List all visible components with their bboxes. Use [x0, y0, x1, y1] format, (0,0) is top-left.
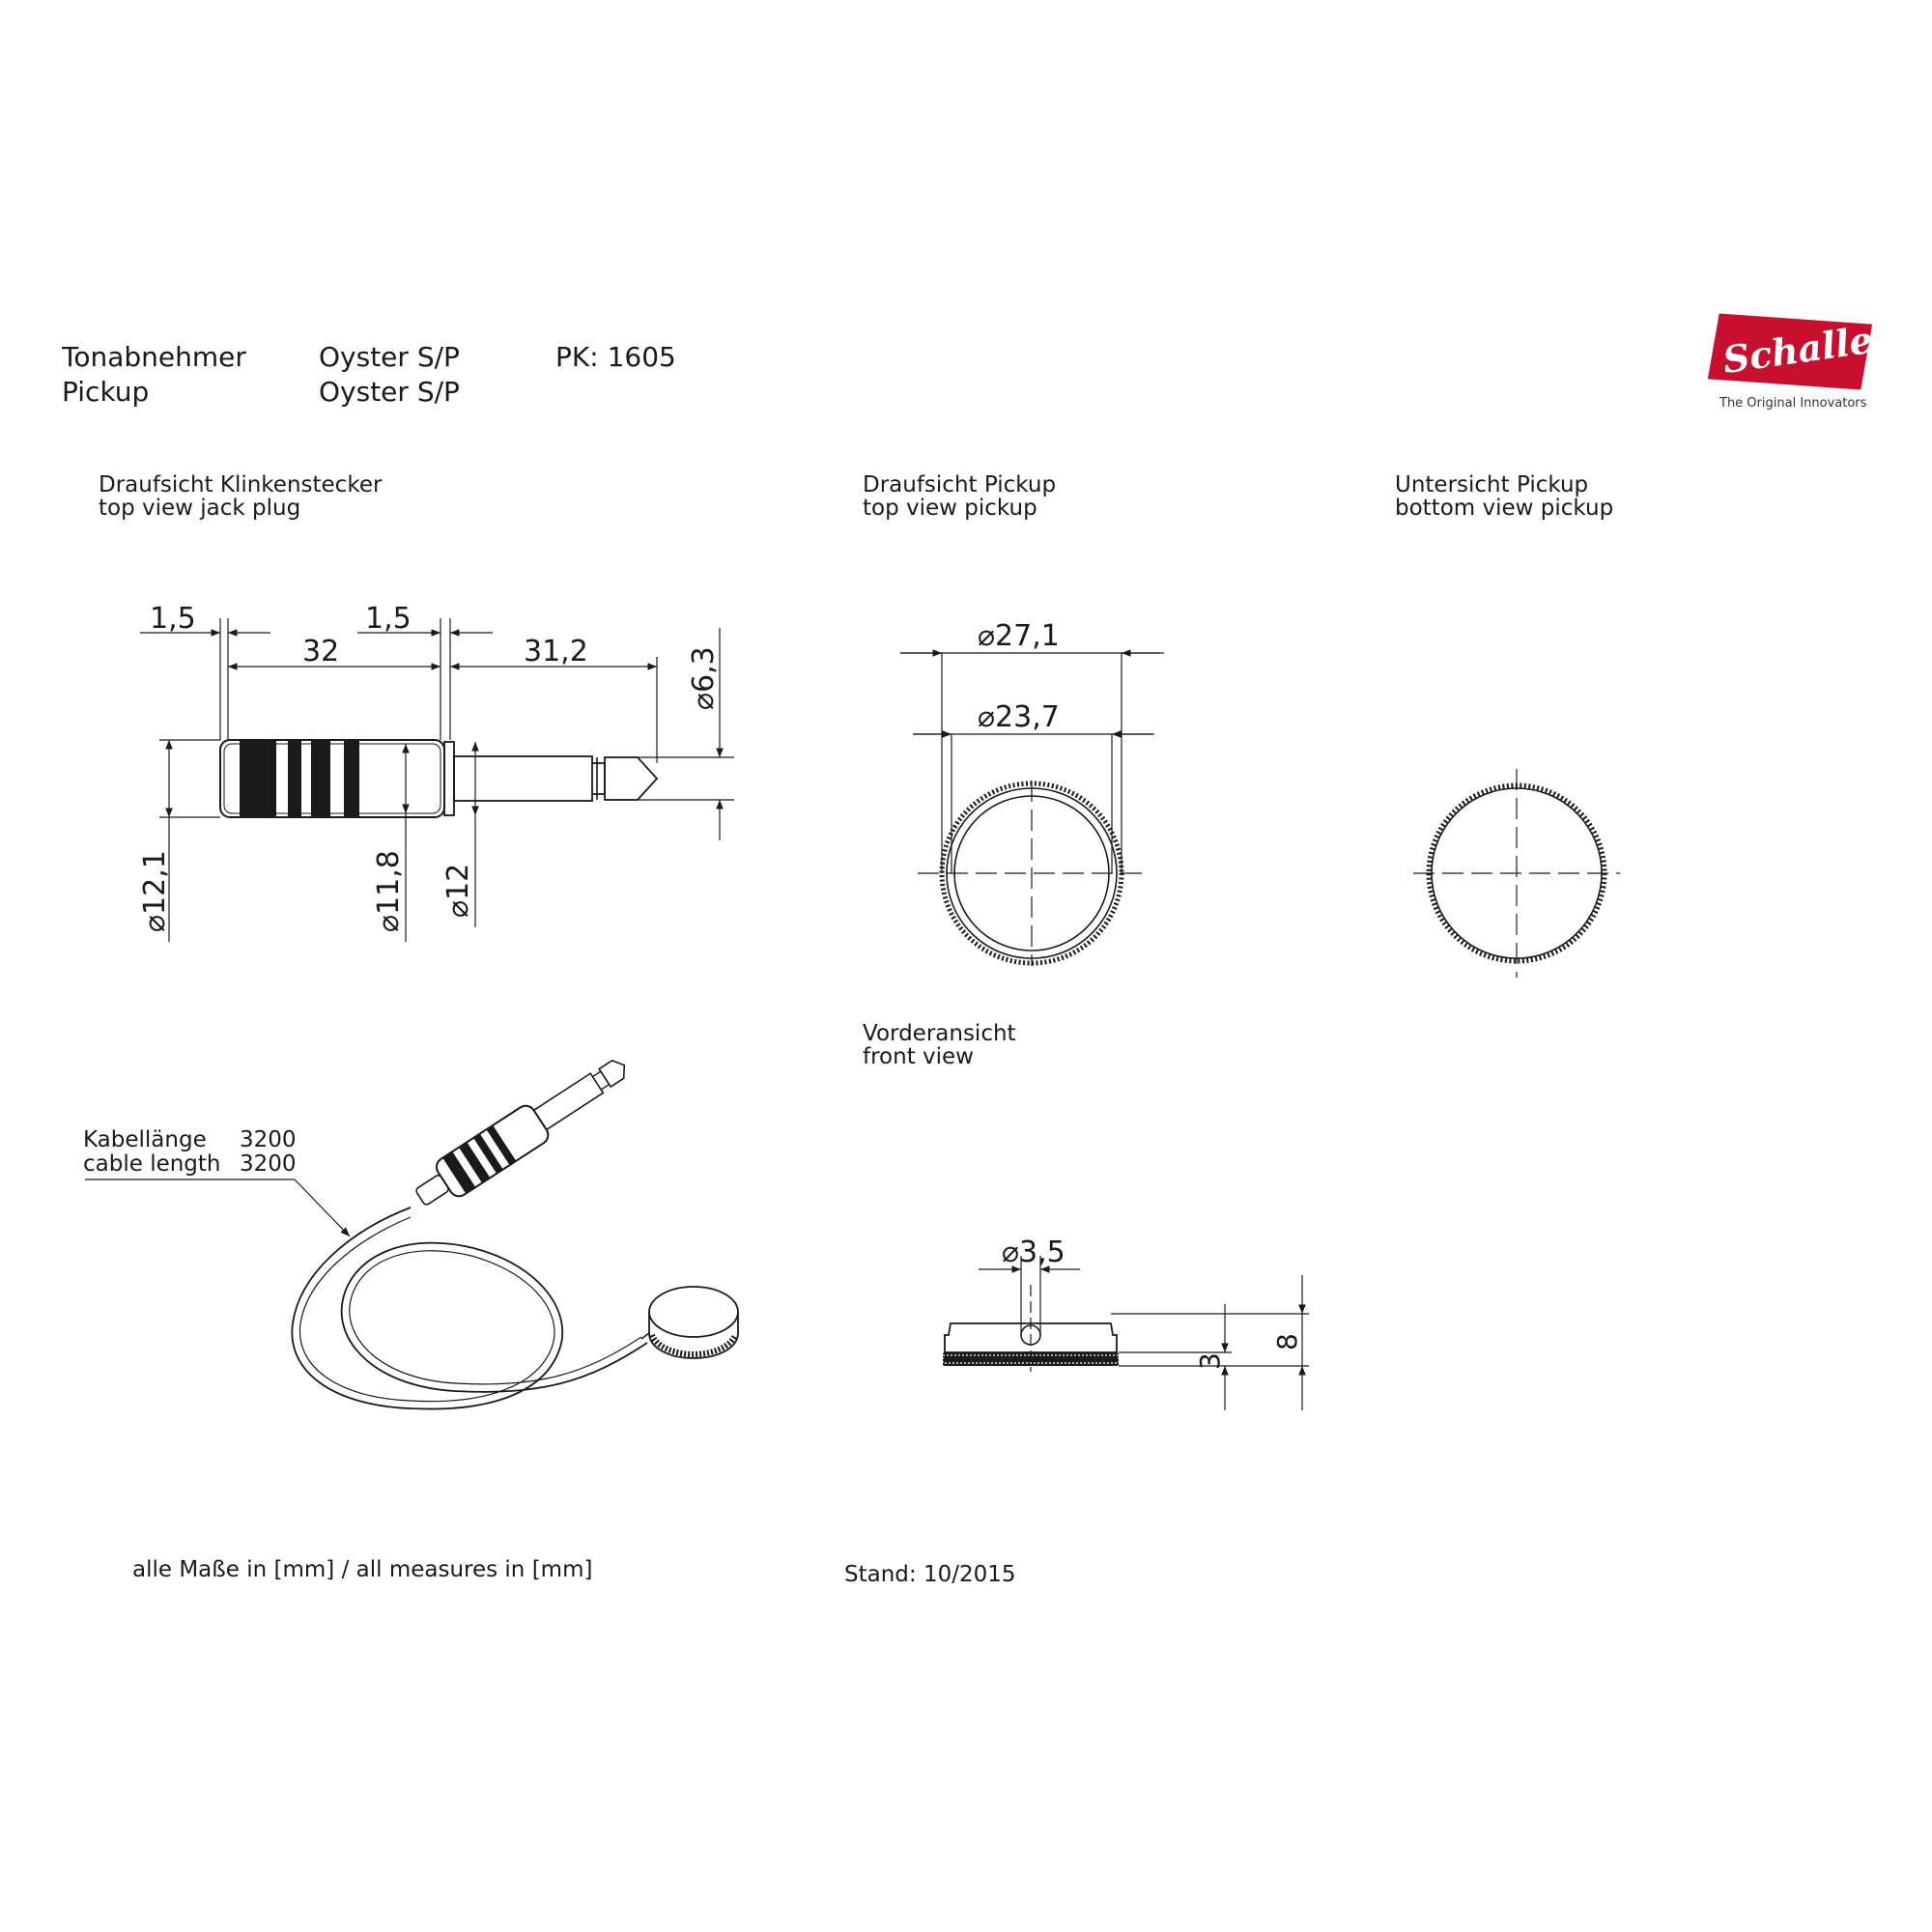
title-model-de: Oyster S/P	[319, 341, 460, 373]
title-type-de: Tonabnehmer	[62, 341, 246, 373]
view-title-front-en: front view	[863, 1044, 974, 1069]
view-title-pickup-top-en: top view pickup	[863, 496, 1037, 521]
dim-jack-cap: 1,5	[150, 602, 196, 636]
cable-label-de: Kabellänge	[83, 1127, 207, 1152]
dim-height-total: 8	[1271, 1333, 1303, 1350]
cable-value-de: 3200	[240, 1127, 297, 1152]
view-title-jack-de: Draufsicht Klinkenstecker	[99, 472, 383, 497]
title-type-en: Pickup	[62, 376, 150, 408]
jack-plug-top-view	[220, 740, 657, 817]
cable-label-en: cable length	[83, 1151, 221, 1177]
view-title-front-de: Vorderansicht	[863, 1021, 1016, 1046]
jack-dimension-lines	[140, 618, 734, 942]
dim-hole: ⌀3,5	[1002, 1236, 1065, 1269]
view-title-pickup-bottom-de: Untersicht Pickup	[1395, 472, 1589, 497]
title-model-en: Oyster S/P	[319, 376, 460, 408]
pickup-bottom-view	[1413, 769, 1620, 978]
dim-pickup-outer: ⌀27,1	[978, 619, 1060, 653]
cable-value-en: 3200	[240, 1151, 297, 1177]
revision-date: Stand: 10/2015	[844, 1562, 1016, 1587]
part-number: PK: 1605	[555, 341, 676, 373]
view-title-pickup-top-de: Draufsicht Pickup	[863, 472, 1057, 497]
dim-height-base: 3	[1194, 1352, 1226, 1370]
pickup-front-view	[943, 1256, 1309, 1410]
cable-illustration	[85, 1047, 738, 1408]
dim-jack-dia-c: ⌀12	[441, 863, 475, 918]
dim-jack-body: 32	[302, 635, 340, 668]
view-title-jack-en: top view jack plug	[99, 496, 301, 521]
dim-jack-dia-a: ⌀12,1	[138, 850, 172, 932]
view-title-pickup-bottom-en: bottom view pickup	[1395, 496, 1614, 521]
units-note: alle Maße in [mm] / all measures in [mm]	[132, 1557, 593, 1582]
dim-pickup-inner: ⌀23,7	[978, 700, 1060, 734]
dim-jack-tip-dia: ⌀6,3	[687, 646, 721, 710]
dim-jack-dia-b: ⌀11,8	[372, 850, 406, 932]
dim-jack-ring: 1,5	[365, 602, 412, 636]
dim-jack-shaft: 31,2	[524, 635, 588, 668]
logo-tagline: The Original Innovators	[1719, 396, 1867, 411]
logo-wordmark: Schaller	[1719, 314, 1895, 383]
